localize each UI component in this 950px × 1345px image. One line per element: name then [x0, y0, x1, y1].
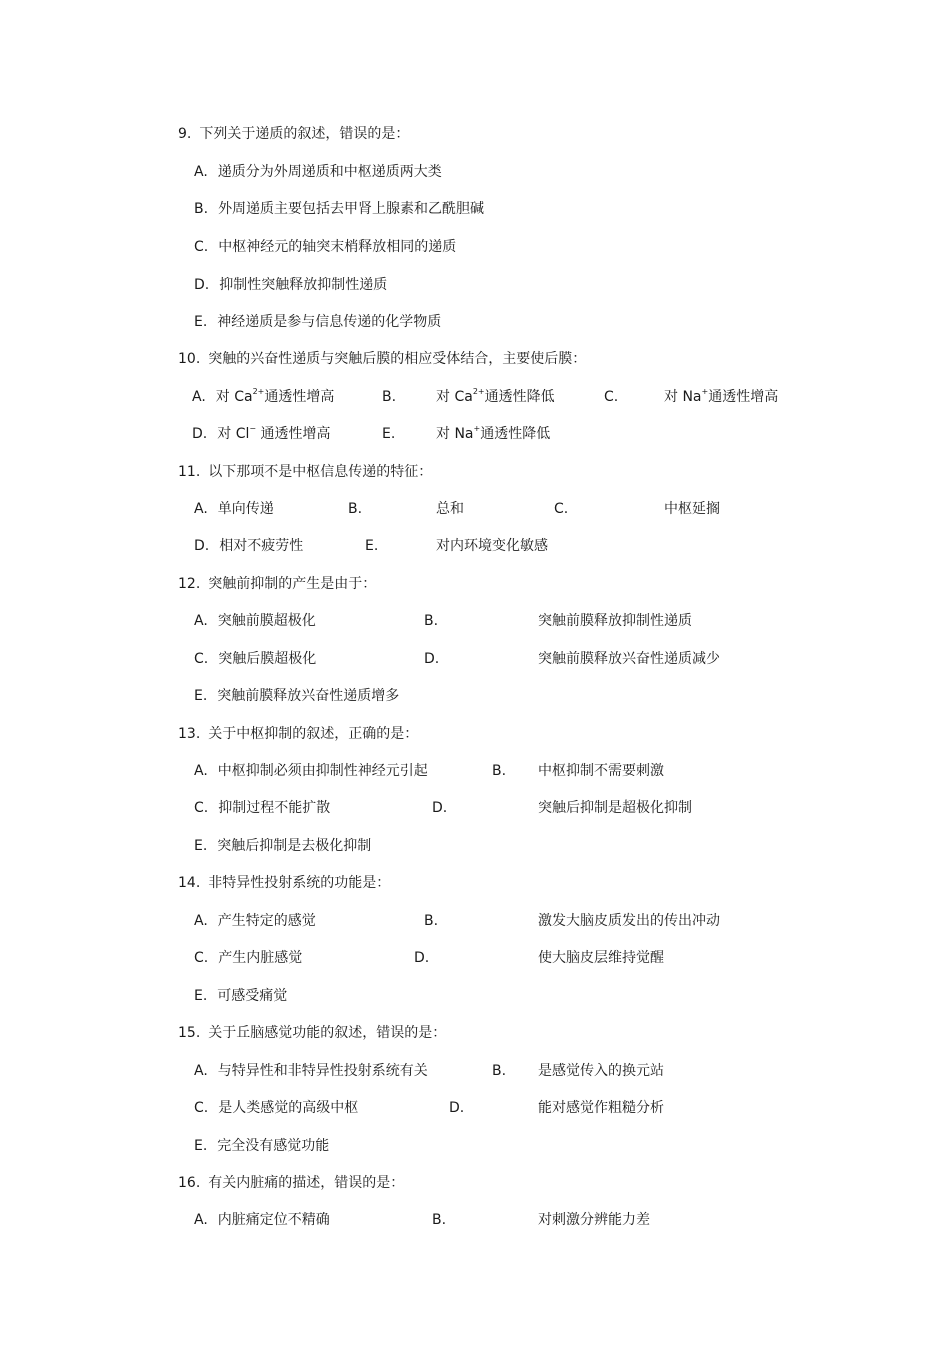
text-fragment: 相对不疲劳性: [219, 538, 304, 554]
text-fragment: 15.: [178, 1025, 201, 1041]
question-16-option-a: [194, 1211, 330, 1229]
text-fragment: 突触前抑制的产生是由于：: [208, 576, 377, 592]
text-fragment: 2+: [252, 387, 265, 396]
text-fragment: 突触前膜超极化: [217, 613, 316, 629]
text-fragment: D.: [194, 277, 210, 293]
text-fragment: 9.: [178, 126, 192, 142]
text-fragment: 对: [217, 426, 232, 442]
question-14-option-c: [194, 949, 302, 967]
text-fragment: Na: [682, 389, 702, 405]
question-11-option-b-letter: B.: [348, 501, 363, 517]
question-14-option-b: 激发大脑皮质发出的传出冲动: [538, 913, 720, 929]
text-fragment: 神经递质是参与信息传递的化学物质: [217, 314, 442, 330]
text-fragment: 对: [436, 389, 450, 405]
question-10-option-c: [664, 388, 778, 406]
text-fragment: 外周递质主要包括去甲肾上腺素和乙酰胆碱: [218, 201, 485, 217]
question-10-option-b: [436, 388, 555, 406]
text-fragment: E.: [194, 988, 208, 1004]
text-fragment: 对: [664, 389, 678, 405]
text-fragment: B.: [194, 201, 209, 217]
text-fragment: 12.: [178, 576, 201, 592]
text-fragment: 突触前膜释放兴奋性递质增多: [217, 688, 400, 704]
text-fragment: 关于丘脑感觉功能的叙述，错误的是：: [208, 1025, 447, 1041]
question-9-option-a: [194, 163, 442, 181]
question-11-option-d: [194, 537, 303, 555]
text-fragment: 内脏痛定位不精确: [217, 1212, 330, 1228]
question-10-option-e: [436, 425, 550, 443]
question-10-option-c-letter: C.: [604, 389, 619, 405]
question-11-option-e: 对内环境变化敏感: [436, 538, 548, 554]
text-fragment: 是人类感觉的高级中枢: [218, 1100, 359, 1116]
question-14-stem: [178, 874, 390, 892]
question-14-option-d: 使大脑皮层维持觉醒: [538, 950, 664, 966]
question-12-option-d: 突触前膜释放兴奋性递质减少: [538, 651, 720, 667]
text-fragment: 突触后抑制是去极化抑制: [217, 838, 372, 854]
question-15-option-e: [194, 1137, 329, 1155]
text-fragment: 下列关于递质的叙述，错误的是：: [199, 126, 410, 142]
question-13-option-c: [194, 799, 330, 817]
text-fragment: C.: [194, 1100, 209, 1116]
question-12-option-a: [194, 612, 316, 630]
text-fragment: 以下那项不是中枢信息传递的特征：: [208, 464, 433, 480]
question-10-stem: [178, 350, 586, 368]
text-fragment: A.: [194, 763, 208, 779]
question-11-option-b: 总和: [436, 501, 464, 517]
text-fragment: E.: [194, 1138, 208, 1154]
text-fragment: 通透性增高: [264, 389, 335, 405]
text-fragment: A.: [194, 913, 208, 929]
text-fragment: Na: [454, 426, 474, 442]
question-9-option-c: [194, 238, 456, 256]
question-15-stem: [178, 1024, 446, 1042]
question-11-stem: [178, 463, 432, 481]
text-fragment: 对: [436, 426, 450, 442]
question-13-option-e: [194, 837, 371, 855]
question-9-option-d: [194, 276, 387, 294]
question-15-option-b: 是感觉传入的换元站: [538, 1063, 664, 1079]
text-fragment: E.: [194, 838, 208, 854]
text-fragment: 中枢抑制必须由抑制性神经元引起: [217, 763, 428, 779]
text-fragment: C.: [194, 950, 209, 966]
text-fragment: 对: [215, 389, 230, 405]
text-fragment: 抑制过程不能扩散: [218, 800, 331, 816]
text-fragment: A.: [194, 1063, 208, 1079]
text-fragment: A.: [194, 1212, 208, 1228]
text-fragment: 通透性增高: [708, 389, 779, 405]
question-10-option-a: [192, 388, 334, 406]
text-fragment: 完全没有感觉功能: [217, 1138, 330, 1154]
question-13-stem: [178, 725, 418, 743]
question-16-option-b: 对刺激分辨能力差: [538, 1212, 650, 1228]
question-11-option-c-letter: C.: [554, 501, 569, 517]
text-fragment: +: [701, 387, 709, 396]
question-13-option-b: 中枢抑制不需要刺激: [538, 763, 664, 779]
text-fragment: +: [473, 424, 481, 433]
text-fragment: A.: [194, 164, 208, 180]
text-fragment: 10.: [178, 351, 201, 367]
question-12-option-b-letter: B.: [424, 613, 439, 629]
text-fragment: 通透性降低: [484, 389, 555, 405]
text-fragment: Ca: [234, 389, 253, 405]
text-fragment: A.: [194, 613, 208, 629]
question-15-option-d: 能对感觉作粗糙分析: [538, 1100, 664, 1116]
text-fragment: 产生特定的感觉: [217, 913, 316, 929]
question-11-option-a: [194, 500, 274, 518]
question-13-option-b-letter: B.: [492, 763, 507, 779]
question-15-option-d-letter: D.: [449, 1100, 465, 1116]
question-11-option-c: 中枢延搁: [664, 501, 720, 517]
text-fragment: 非特异性投射系统的功能是：: [208, 875, 391, 891]
question-16-option-b-letter: B.: [432, 1212, 447, 1228]
text-fragment: Ca: [454, 389, 473, 405]
question-13-option-a: [194, 762, 428, 780]
text-fragment: 单向传递: [217, 501, 274, 517]
question-9-option-e: [194, 313, 441, 331]
question-9-stem: [178, 125, 409, 143]
question-10-option-b-letter: B.: [382, 389, 397, 405]
text-fragment: 突触的兴奋性递质与突触后膜的相应受体结合，主要使后膜：: [208, 351, 587, 367]
text-fragment: 递质分为外周递质和中枢递质两大类: [217, 164, 442, 180]
text-fragment: 与特异性和非特异性投射系统有关: [217, 1063, 428, 1079]
question-13-option-d-letter: D.: [432, 800, 448, 816]
text-fragment: −: [249, 424, 257, 433]
text-fragment: 2+: [472, 387, 485, 396]
text-fragment: 16.: [178, 1175, 201, 1191]
question-16-stem: [178, 1174, 404, 1192]
question-14-option-d-letter: D.: [414, 950, 430, 966]
question-15-option-c: [194, 1099, 358, 1117]
question-15-option-a: [194, 1062, 428, 1080]
text-fragment: C.: [194, 239, 209, 255]
text-fragment: Cl: [235, 426, 250, 442]
text-fragment: A.: [194, 501, 208, 517]
text-fragment: C.: [194, 800, 209, 816]
text-fragment: 抑制性突触释放抑制性递质: [219, 277, 388, 293]
text-fragment: C.: [194, 651, 209, 667]
question-9-option-b: [194, 200, 484, 218]
question-14-option-e: [194, 987, 287, 1005]
question-12-option-c: [194, 650, 316, 668]
question-10-option-e-letter: E.: [382, 426, 396, 442]
question-10-option-d: [192, 425, 331, 443]
text-fragment: E.: [194, 314, 208, 330]
text-fragment: 可感受痛觉: [217, 988, 288, 1004]
text-fragment: A.: [192, 389, 206, 405]
text-fragment: 通透性降低: [480, 426, 551, 442]
question-11-option-e-letter: E.: [365, 538, 379, 554]
question-12-option-e: [194, 687, 399, 705]
question-12-stem: [178, 575, 376, 593]
text-fragment: 14.: [178, 875, 201, 891]
text-fragment: 产生内脏感觉: [218, 950, 303, 966]
question-15-option-b-letter: B.: [492, 1063, 507, 1079]
text-fragment: E.: [194, 688, 208, 704]
text-fragment: 11.: [178, 464, 201, 480]
text-fragment: 中枢神经元的轴突末梢释放相同的递质: [218, 239, 457, 255]
question-12-option-b: 突触前膜释放抑制性递质: [538, 613, 692, 629]
text-fragment: 13.: [178, 726, 201, 742]
text-fragment: 通透性增高: [260, 426, 331, 442]
text-fragment: D.: [194, 538, 210, 554]
text-fragment: 突触后膜超极化: [218, 651, 317, 667]
text-fragment: 有关内脏痛的描述，错误的是：: [208, 1175, 405, 1191]
question-13-option-d: 突触后抑制是超极化抑制: [538, 800, 692, 816]
text-fragment: 关于中枢抑制的叙述，正确的是：: [208, 726, 419, 742]
question-12-option-d-letter: D.: [424, 651, 440, 667]
question-14-option-b-letter: B.: [424, 913, 439, 929]
text-fragment: D.: [192, 426, 208, 442]
question-14-option-a: [194, 912, 316, 930]
